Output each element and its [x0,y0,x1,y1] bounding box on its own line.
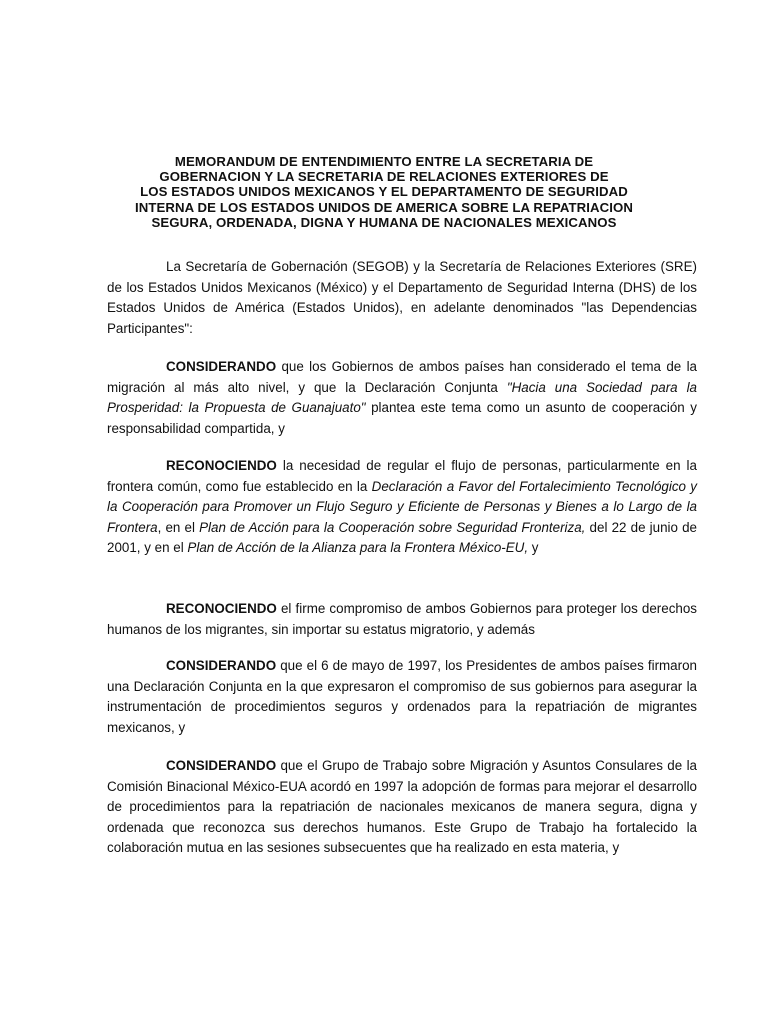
paragraph-text: que el 6 de mayo de 1997, los Presidentes de ambos países firmaron una Declaración Conjunta en la que expresaron el compromiso de sus gobiernos para asegurar la instrumentación de procedimientos seguros y ordenados para la repatriación de migrantes mexicanos, y [107,658,697,735]
paragraph-text: , en el [157,519,200,535]
paragraph-text: y [528,540,539,556]
title-line: INTERNA DE LOS ESTADOS UNIDOS DE AMERICA SOBRE LA REPATRIACION [134,199,634,215]
paragraph-text: La Secretaría de Gobernación (SEGOB) y la Secretaría de Relaciones Exteriores (SRE) de los Estados Unidos Mexicanos (México) y el Departamento de Seguridad Interna (DHS) de los Estados Unidos de América (Estados Unidos), en adelante denominados "las Dependencias Participantes": [107,259,697,336]
paragraph-preamble [107,257,697,339]
paragraph-lead-word: RECONOCIENDO [166,601,277,616]
paragraph-lead-word: RECONOCIENDO [166,458,277,473]
paragraph-text: la necesidad de regular el flujo de personas, particularmente en la frontera común, como fue establecido en la [107,458,697,494]
italic-citation: Declaración a Favor del Fortalecimiento Tecnológico y la Cooperación para Promover un Flujo Seguro y Eficiente de Personas y Bienes a lo Largo de la Frontera [107,478,697,535]
paragraph-text: el firme compromiso de ambos Gobiernos para proteger los derechos humanos de los migrantes, sin importar su estatus migratorio, y además [107,601,697,637]
paragraph-considerando-2 [107,656,697,738]
italic-citation: "Hacia una Sociedad para la Prosperidad: la Propuesta de Guanajuato" [107,379,697,416]
paragraph-lead-word: CONSIDERANDO [166,359,277,374]
title-line: LOS ESTADOS UNIDOS MEXICANOS Y EL DEPARTAMENTO DE SEGURIDAD [140,184,628,200]
paragraph-considerando-3 [107,756,697,859]
italic-citation: Plan de Acción para la Cooperación sobre Seguridad Fronteriza, [199,519,586,535]
paragraph-considerando-1 [107,357,697,439]
italic-citation: Plan de Acción de la Alianza para la Frontera México-EU, [187,540,529,556]
title-line: MEMORANDUM DE ENTENDIMIENTO ENTRE LA SECRETARIA DE [174,154,594,169]
paragraph-text: que el Grupo de Trabajo sobre Migración y Asuntos Consulares de la Comisión Binacional México-EUA acordó en 1997 la adopción de formas para mejorar el desarrollo de procedimientos para la repatriación de nacionales mexicanos de manera segura, digna y ordenada que reconozca sus derechos humanos. Este Grupo de Trabajo ha fortalecido la colaboración mutua en las sesiones subsecuentes que ha realizado en esta materia, y [107,758,697,856]
paragraph-reconociendo-2 [107,599,697,640]
paragraph-text: que los Gobiernos de ambos países han considerado el tema de la migración al más alto nivel, y que la Declaración Conjunta [107,359,697,395]
paragraph-reconociendo-1 [107,456,697,559]
title-line: SEGURA, ORDENADA, DIGNA Y HUMANA DE NACIONALES MEXICANOS [151,214,617,230]
paragraph-lead-word: CONSIDERANDO [166,658,277,673]
paragraph-text: del 22 de junio de 2001, y en el [107,519,698,556]
title-line: GOBERNACION Y LA SECRETARIA DE RELACIONES EXTERIORES DE [159,169,609,185]
paragraph-text: plantea este tema como un asunto de cooperación y responsabilidad compartida, y [107,400,697,436]
paragraph-lead-word: CONSIDERANDO [166,758,277,773]
document-title [100,154,668,230]
